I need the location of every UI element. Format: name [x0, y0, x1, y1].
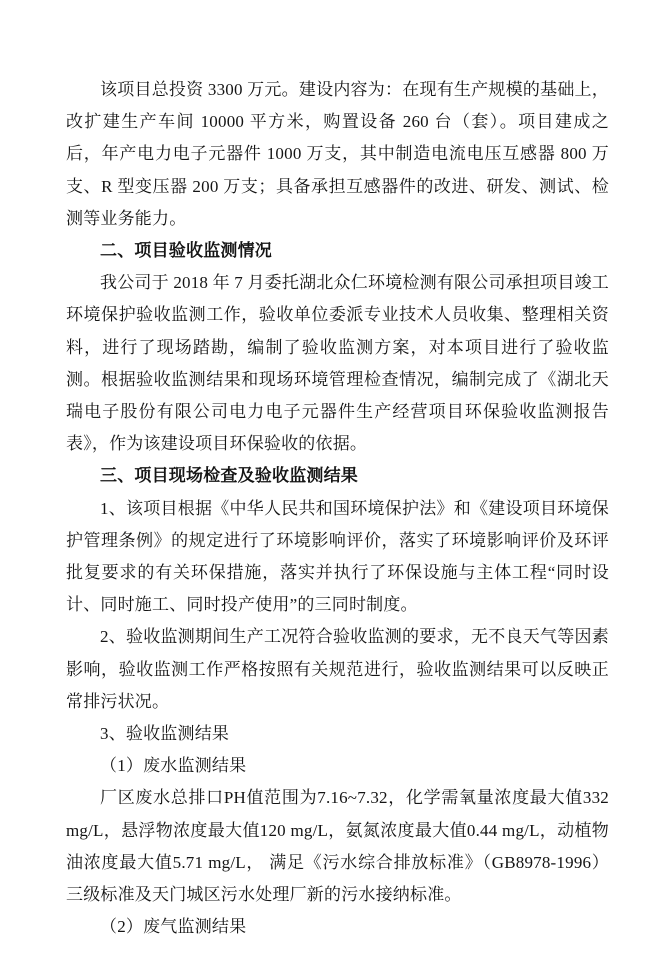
body-paragraph-wastewater-results-label: （1）废水监测结果 — [100, 756, 247, 776]
body-paragraph-exhaust-gas-results-label: （2）废气监测结果 — [100, 917, 247, 937]
body-paragraph-item-2-working-conditions: 2、验收监测期间生产工况符合验收监测的要求，无不良天气等因素影响，验收监测工作严格按照有关规范进行，验收监测结果可以反映正常排污状况。 — [66, 627, 609, 711]
section-heading-acceptance-monitoring: 二、项目验收监测情况 — [100, 241, 272, 261]
body-paragraph-wastewater-results-detail: 厂区废水总排口PH值范围为7.16~7.32，化学需氧量浓度最大值332 mg/L，悬浮物浓度最大值120 mg/L，氨氮浓度最大值0.44 mg/L，动植物油浓度最大值5.71 mg/L， 满足《污水综合排放标准》（GB8978-1996）三级标准及天门城区污水处理厂新的污水接纳标准。 — [66, 788, 609, 905]
document-body — [66, 74, 609, 943]
body-paragraph-item-1-eia-compliance: 1、该项目根据《中华人民共和国环境保护法》和《建设项目环境保护管理条例》的规定进行了环境影响评价，落实了环境影响评价及环评批复要求的有关环保措施，落实并执行了环保设施与主体工程“同时设计、同时施工、同时投产使用”的三同时制度。 — [66, 498, 609, 615]
body-paragraph-project-investment: 该项目总投资 3300 万元。建设内容为：在现有生产规模的基础上，改扩建生产车间 10000 平方米，购置设备 260 台（套）。项目建成之后，年产电力电子元器件 1000 万支，其中制造电流电压互感器 800 万支、R 型变压器 200 万支；具备承担互感器件的改进、研发、测试、检测等业务能力。 — [66, 80, 609, 228]
section-heading-site-inspection-results: 三、项目现场检查及验收监测结果 — [100, 466, 358, 486]
body-paragraph-item-3-monitoring-results: 3、验收监测结果 — [100, 724, 230, 744]
body-paragraph-monitoring-commission: 我公司于 2018 年 7 月委托湖北众仁环境检测有限公司承担项目竣工环境保护验收监测工作，验收单位委派专业技术人员收集、整理相关资料，进行了现场踏勘，编制了验收监测方案，对本项目进行了验收监测。根据验收监测结果和现场环境管理检查情况，编制完成了《湖北天瑞电子股份有限公司电力电子元器件生产经营项目环保验收监测报告表》，作为该建设项目环保验收的依据。 — [66, 273, 609, 454]
